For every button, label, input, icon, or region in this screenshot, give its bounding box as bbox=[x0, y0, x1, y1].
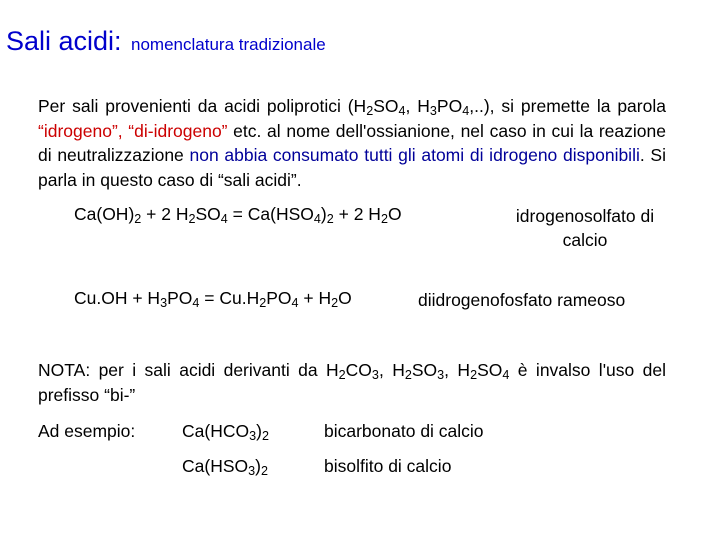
equation-1-name: idrogenosolfato di calcio bbox=[515, 206, 655, 250]
title-subtitle: nomenclatura tradizionale bbox=[131, 35, 326, 54]
intro-paragraph: Per sali provenienti da acidi poliprotici ($H_2SO_4$, $H_3PO_4$,..), si premette la parola “idrogeno”, “di-idrogeno” etc. al nome dell'ossianione, nel caso in cui la reazione di neutralizzazione non abbia consumato tutti gli atomi di idrogeno disponibili. Si parla in questo caso di “sali acidi”. bbox=[38, 96, 666, 190]
example-formula-1: $Ca(HCO_3)_2$ bbox=[182, 421, 269, 444]
example-formula-2: $Ca(HSO_3)_2$ bbox=[182, 456, 268, 479]
example-name-1: bicarbonato di calcio bbox=[324, 421, 484, 441]
condition-highlight: non abbia consumato tutti gli atomi di idrogeno disponibili bbox=[189, 145, 640, 165]
nota-paragraph: NOTA: per i sali acidi derivanti da $H_2CO_3$, $H_2SO_3$, $H_2SO_4$ è invalso l'uso del prefisso “bi-” bbox=[38, 360, 667, 405]
equation-2-name: diidrogenofosfato rameoso bbox=[418, 290, 626, 310]
examples-label: Ad esempio: bbox=[38, 421, 136, 441]
title-main: Sali acidi: bbox=[6, 26, 122, 56]
equation-2: $Cu.OH + H_3PO_4 = Cu.H_2PO_4 + H_2O$ bbox=[74, 288, 352, 311]
equation-1: $Ca(OH)_2 + 2$ $H_2SO_4 = Ca(HSO_4)_2 + 2$ $H_2O$ bbox=[74, 204, 402, 227]
example-name-2: bisolfito di calcio bbox=[324, 456, 452, 476]
prefix-highlight: “idrogeno”, “di-idrogeno” bbox=[38, 120, 228, 141]
slide-title bbox=[6, 26, 326, 57]
